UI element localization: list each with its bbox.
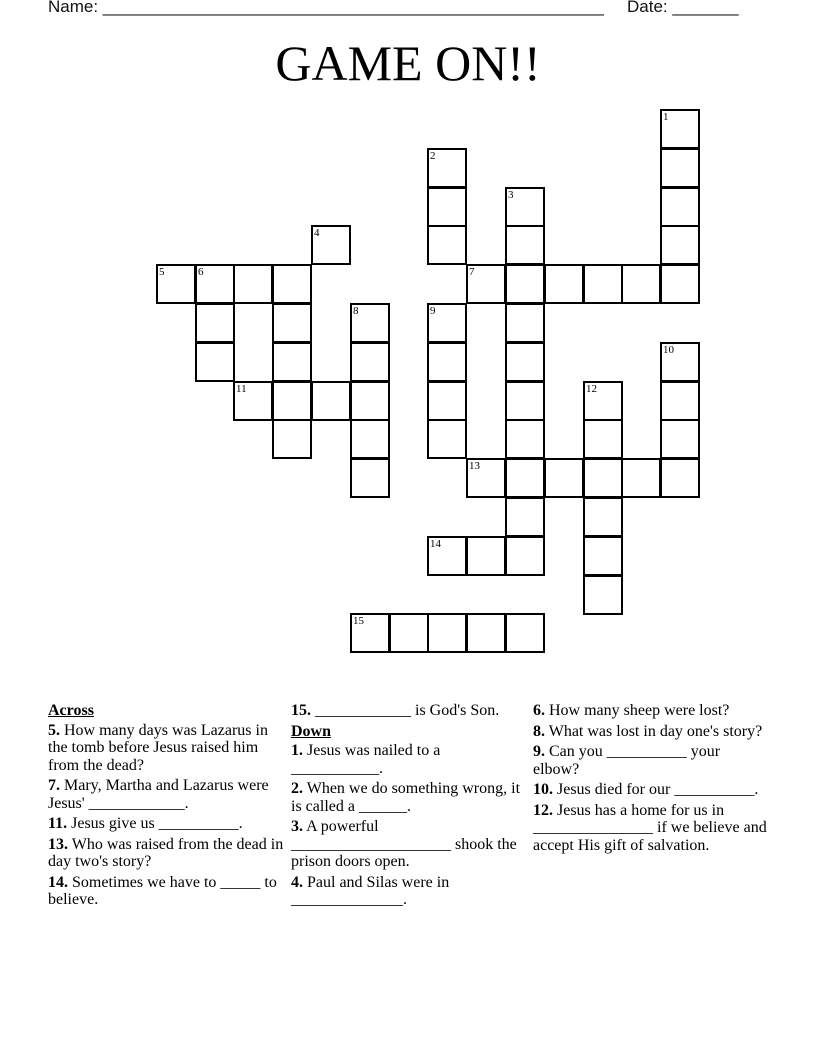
clue-text: Jesus give us __________. bbox=[71, 815, 243, 832]
crossword-cell[interactable] bbox=[583, 575, 623, 615]
clue-number-label: 12 bbox=[586, 383, 597, 395]
crossword-cell[interactable] bbox=[660, 381, 700, 421]
crossword-cell[interactable] bbox=[660, 109, 700, 149]
clue-item bbox=[48, 836, 284, 871]
clues-column-1 bbox=[48, 702, 284, 912]
down-clue-list bbox=[291, 742, 527, 909]
clue-number-label: 4 bbox=[314, 227, 320, 239]
clue-number-label: 11 bbox=[236, 383, 247, 395]
clue-item bbox=[533, 723, 769, 741]
clue-text: Jesus has a home for us in _______________ if we believe and accept His gift of salvation. bbox=[533, 801, 767, 854]
crossword-cell[interactable] bbox=[621, 264, 661, 304]
clue-number: 13. bbox=[48, 835, 68, 853]
clue-number: 3. bbox=[291, 818, 303, 835]
crossword-cell[interactable] bbox=[272, 381, 312, 421]
crossword-cell[interactable] bbox=[621, 458, 661, 498]
crossword-cell[interactable] bbox=[660, 148, 700, 188]
crossword-cell[interactable] bbox=[505, 264, 545, 304]
clue-number: 15. bbox=[291, 702, 311, 719]
crossword-cell[interactable] bbox=[583, 419, 623, 459]
crossword-cell[interactable] bbox=[466, 613, 506, 653]
clue-item bbox=[533, 802, 769, 855]
crossword-cell[interactable] bbox=[544, 458, 584, 498]
clue-number-label: 6 bbox=[198, 266, 204, 278]
crossword-cell[interactable] bbox=[660, 187, 700, 227]
crossword-cell[interactable] bbox=[272, 264, 312, 304]
page-title: GAME ON!! bbox=[275, 35, 541, 91]
clue-item bbox=[48, 815, 284, 833]
crossword-cell[interactable] bbox=[660, 458, 700, 498]
clue-text: What was lost in day one's story? bbox=[548, 722, 763, 740]
clue-number: 6. bbox=[533, 702, 545, 719]
clue-text: Sometimes we have to _____ to believe. bbox=[48, 873, 277, 908]
crossword-cell[interactable] bbox=[466, 458, 506, 498]
crossword-cell[interactable] bbox=[350, 342, 390, 382]
crossword-cell[interactable] bbox=[505, 225, 545, 265]
clue-number-label: 14 bbox=[430, 538, 441, 550]
clue-number-label: 1 bbox=[663, 111, 669, 123]
clue-number: 8. bbox=[533, 722, 545, 740]
crossword-cell[interactable] bbox=[427, 148, 467, 188]
clue-text: Who was raised from the dead in day two's story? bbox=[48, 835, 284, 870]
crossword-cell[interactable] bbox=[350, 613, 390, 653]
worksheet-header bbox=[48, 0, 768, 19]
crossword-cell[interactable] bbox=[466, 264, 506, 304]
clue-number: 12. bbox=[533, 801, 553, 819]
clue-item bbox=[291, 780, 527, 815]
clue-number-label: 13 bbox=[469, 460, 480, 472]
clue-number-label: 15 bbox=[353, 615, 364, 627]
crossword-cell[interactable] bbox=[195, 264, 235, 304]
crossword-cell[interactable] bbox=[195, 303, 235, 343]
clue-item bbox=[291, 702, 527, 720]
clue-number: 5. bbox=[48, 721, 60, 739]
crossword-cell[interactable] bbox=[427, 613, 467, 653]
clue-number: 9. bbox=[533, 743, 545, 760]
crossword-cell[interactable] bbox=[660, 419, 700, 459]
crossword-cell[interactable] bbox=[505, 342, 545, 382]
clue-item bbox=[533, 743, 769, 778]
crossword-cell[interactable] bbox=[505, 303, 545, 343]
crossword-cell[interactable] bbox=[427, 381, 467, 421]
clue-text: Paul and Silas were in ______________. bbox=[291, 873, 450, 908]
clue-item bbox=[48, 874, 284, 909]
crossword-cell[interactable] bbox=[156, 264, 196, 304]
crossword-cell[interactable] bbox=[660, 342, 700, 382]
across-heading: Across bbox=[48, 702, 94, 719]
clue-number: 2. bbox=[291, 780, 303, 797]
crossword-cell[interactable] bbox=[350, 458, 390, 498]
clue-item bbox=[533, 781, 769, 799]
across-clue-list bbox=[48, 722, 284, 909]
clue-number-label: 9 bbox=[430, 305, 436, 317]
clue-text: How many sheep were lost? bbox=[549, 702, 730, 719]
clue-number-label: 5 bbox=[159, 266, 165, 278]
crossword-cell[interactable] bbox=[427, 342, 467, 382]
clue-number-label: 7 bbox=[469, 266, 475, 278]
crossword-cell[interactable] bbox=[195, 342, 235, 382]
clue-item bbox=[291, 874, 527, 909]
crossword-cell[interactable] bbox=[311, 225, 351, 265]
clue-text: Can you __________ your elbow? bbox=[533, 743, 721, 778]
crossword-cell[interactable] bbox=[583, 381, 623, 421]
crossword-cell[interactable] bbox=[233, 264, 273, 304]
clues-column-3 bbox=[533, 702, 769, 857]
crossword-cell[interactable] bbox=[389, 613, 429, 653]
name-field-line: Name: _____________________________________________________ bbox=[48, 0, 604, 16]
crossword-cell[interactable] bbox=[544, 264, 584, 304]
crossword-cell[interactable] bbox=[660, 264, 700, 304]
crossword-cell[interactable] bbox=[583, 497, 623, 537]
clue-number: 4. bbox=[291, 873, 303, 891]
clue-number: 11. bbox=[48, 815, 68, 832]
crossword-cell[interactable] bbox=[505, 497, 545, 537]
crossword-cell[interactable] bbox=[427, 187, 467, 227]
clue-number: 10. bbox=[533, 781, 553, 798]
crossword-cell[interactable] bbox=[583, 536, 623, 576]
crossword-cell[interactable] bbox=[505, 187, 545, 227]
clue-text: A powerful ____________________ shook the prison doors open. bbox=[291, 818, 517, 870]
clue-text: How many days was Lazarus in the tomb before Jesus raised him from the dead? bbox=[48, 721, 268, 774]
crossword-cell[interactable] bbox=[583, 264, 623, 304]
clue-number-label: 2 bbox=[430, 150, 436, 162]
crossword-cell[interactable] bbox=[466, 536, 506, 576]
crossword-cell[interactable] bbox=[505, 613, 545, 653]
crossword-cell[interactable] bbox=[505, 536, 545, 576]
crossword-cell[interactable] bbox=[427, 536, 467, 576]
clue-text: Mary, Martha and Lazarus were Jesus' ____________. bbox=[48, 777, 269, 812]
clue-item bbox=[533, 702, 769, 720]
clue-number: 7. bbox=[48, 777, 60, 794]
down-heading: Down bbox=[291, 722, 332, 740]
crossword-cell[interactable] bbox=[350, 303, 390, 343]
clue-text: When we do something wrong, it is called a ______. bbox=[291, 780, 521, 815]
crossword-cell[interactable] bbox=[505, 458, 545, 498]
crossword-cell[interactable] bbox=[505, 381, 545, 421]
clue-text: ____________ is God's Son. bbox=[315, 702, 500, 719]
clue-item bbox=[48, 722, 284, 775]
clue-number: 1. bbox=[291, 742, 303, 759]
crossword-cell[interactable] bbox=[233, 381, 273, 421]
clue-text: Jesus died for our __________. bbox=[557, 781, 759, 798]
crossword-cell[interactable] bbox=[427, 303, 467, 343]
clue-number-label: 10 bbox=[663, 344, 674, 356]
crossword-cell[interactable] bbox=[505, 419, 545, 459]
crossword-cell[interactable] bbox=[311, 381, 351, 421]
clue-item bbox=[291, 818, 527, 871]
crossword-cell[interactable] bbox=[660, 225, 700, 265]
crossword-cell[interactable] bbox=[427, 419, 467, 459]
clues-column-2 bbox=[291, 702, 527, 912]
clue-number-label: 8 bbox=[353, 305, 359, 317]
clue-number-label: 3 bbox=[508, 189, 514, 201]
crossword-cell[interactable] bbox=[350, 381, 390, 421]
date-field-line: Date: _______ bbox=[627, 0, 739, 16]
clue-number: 14. bbox=[48, 873, 68, 891]
crossword-cell[interactable] bbox=[272, 303, 312, 343]
crossword-cell[interactable] bbox=[272, 342, 312, 382]
down-clue-list-continued bbox=[533, 702, 769, 854]
crossword-cell[interactable] bbox=[583, 458, 623, 498]
clue-text: Jesus was nailed to a ___________. bbox=[291, 742, 441, 777]
crossword-cell[interactable] bbox=[272, 419, 312, 459]
clue-item bbox=[48, 777, 284, 812]
crossword-cell[interactable] bbox=[427, 225, 467, 265]
crossword-cell[interactable] bbox=[350, 419, 390, 459]
clue-item bbox=[291, 742, 527, 777]
